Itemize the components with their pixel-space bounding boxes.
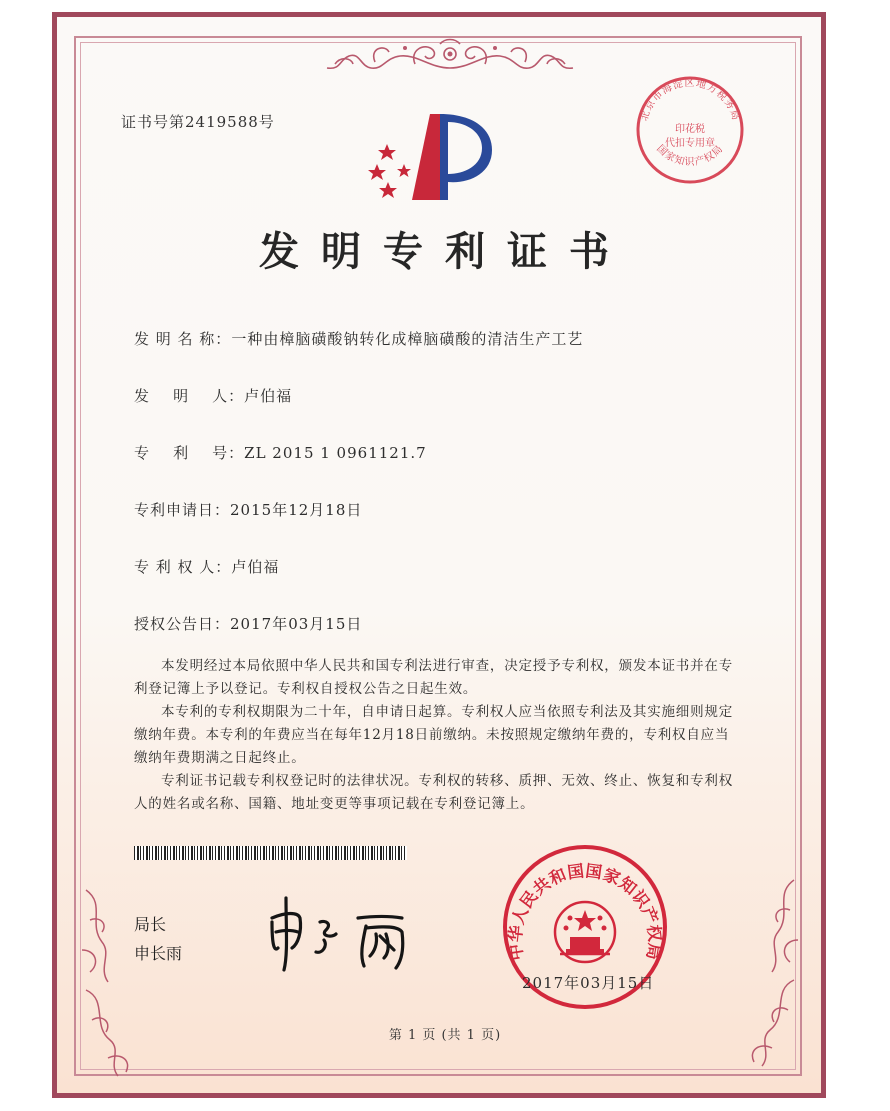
field-label: 发 明 人： xyxy=(134,387,245,405)
field-label: 专 利 号： xyxy=(134,444,245,462)
field-value: 卢伯福 xyxy=(244,387,293,405)
field-value: 2017年03月15日 xyxy=(230,615,363,633)
certificate-number: 证书号第2419588号 xyxy=(121,113,275,131)
tax-seal-line1: 印花税 xyxy=(675,124,705,135)
director-title: 局长 xyxy=(134,915,167,934)
field-value: 2015年12月18日 xyxy=(230,501,363,519)
right-corner-ornament xyxy=(740,870,802,1080)
left-corner-ornament xyxy=(78,880,138,1080)
field-label: 授权公告日： xyxy=(134,615,231,633)
page-indicator: 第 1 页 (共 1 页) xyxy=(388,1028,502,1043)
top-ornament xyxy=(305,34,595,78)
field-inventor xyxy=(134,385,292,406)
svg-text:北京市海淀区地方税务局 xyxy=(638,76,742,122)
field-value: 一种由樟脑磺酸钠转化成樟脑磺酸的清洁生产工艺 xyxy=(231,330,584,348)
field-application-date xyxy=(134,499,362,520)
certificate-title: 发明专利证书 xyxy=(259,229,631,275)
national-emblem-icon xyxy=(555,902,615,962)
field-patentee xyxy=(134,556,279,577)
field-label: 专利申请日： xyxy=(134,501,231,519)
field-label: 专 利 权 人： xyxy=(134,558,232,576)
field-label: 发 明 名 称： xyxy=(134,330,232,348)
field-publication-date xyxy=(134,613,362,634)
handwritten-signature xyxy=(262,888,434,978)
barcode xyxy=(134,846,407,860)
body-paragraph: 本发明经过本局依照中华人民共和国专利法进行审查，决定授予专利权，颁发本证书并在专利登记簿上予以登记。专利权自授权公告之日起生效。 xyxy=(134,658,733,697)
director-name: 申长雨 xyxy=(134,944,183,963)
tax-seal-outer-text: 北京市海淀区地方税务局 xyxy=(638,78,742,123)
big-seal-text: 中华人民共和国国家知识产权局 xyxy=(505,861,665,962)
star-icons xyxy=(368,144,411,198)
logo-red-spike xyxy=(412,114,440,200)
field-value: ZL 2015 1 0961121.7 xyxy=(244,444,427,462)
field-invention-name xyxy=(134,328,583,349)
tax-seal-bottom-text: 国家知识产权局 xyxy=(654,143,726,169)
field-patent-number xyxy=(134,442,427,463)
issue-date: 2017年03月15日 xyxy=(522,974,655,992)
body-paragraph: 专利证书记载专利权登记时的法律状况。专利权的转移、质押、无效、终止、恢复和专利权人的姓名或名称、国籍、地址变更等事项记载在专利登记簿上。 xyxy=(134,773,733,812)
body-paragraph: 本专利的专利权期限为二十年，自申请日起算。专利权人应当依照专利法及其实施细则规定缴纳年费。本专利的年费应当在每年12月18日前缴纳。未按照规定缴纳年费的，专利权自应当缴纳年费期满之日起终止。 xyxy=(134,704,733,766)
logo-blue-p xyxy=(440,114,492,200)
tax-stamp-seal xyxy=(626,74,754,186)
field-value: 卢伯福 xyxy=(231,558,280,576)
tax-seal-line2: 代扣专用章 xyxy=(665,138,715,149)
patent-office-logo xyxy=(360,106,510,216)
certificate-body xyxy=(134,655,736,816)
